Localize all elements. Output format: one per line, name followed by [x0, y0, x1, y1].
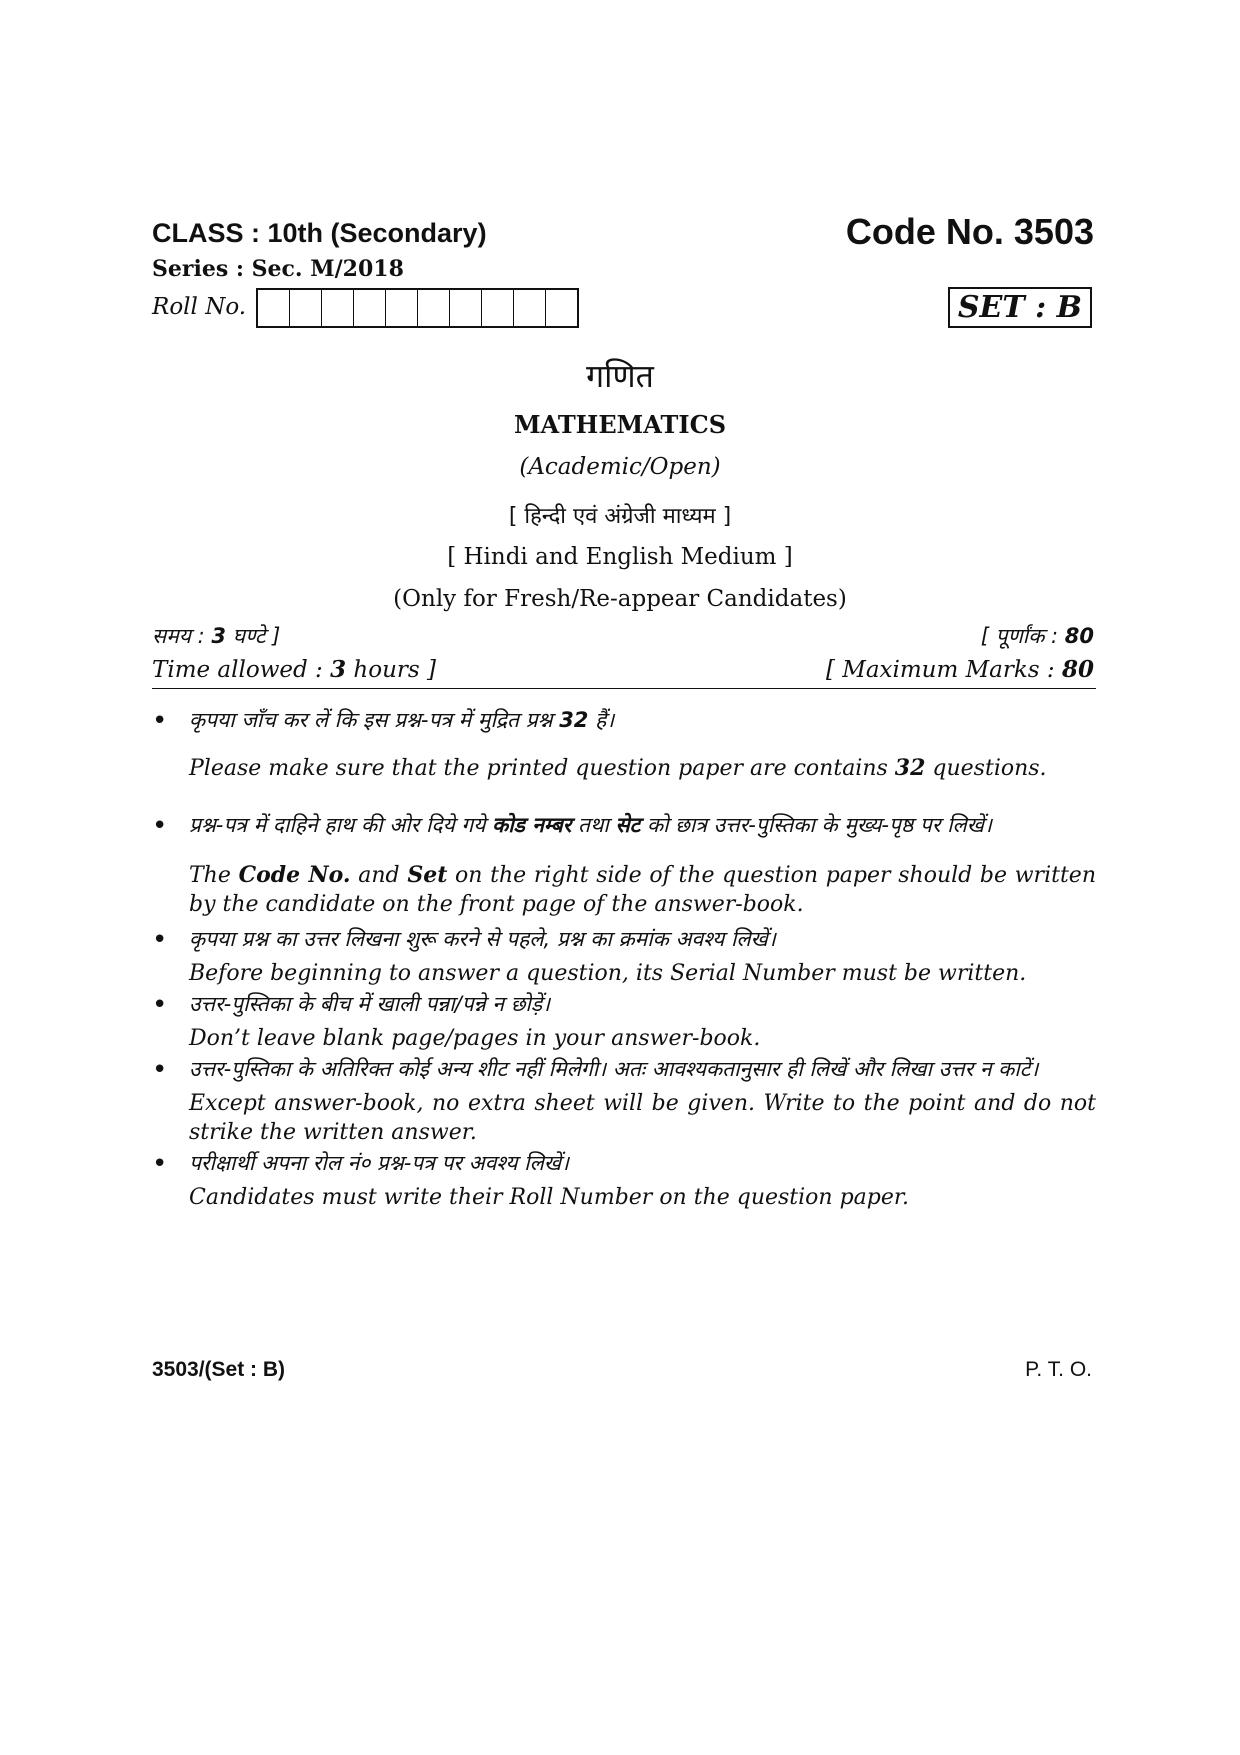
candidates-note: (Only for Fresh/Re-appear Candidates)	[393, 586, 847, 612]
instruction-hindi: परीक्षार्थी अपना रोल नं० प्रश्न-पत्र पर अवश्य लिखें।	[189, 1151, 569, 1175]
instruction-item-6	[152, 1149, 1096, 1212]
roll-number-digit-box[interactable]	[290, 290, 322, 326]
bullet-icon: •	[152, 1149, 168, 1179]
instruction-hindi: प्रश्न-पत्र में दाहिने हाथ की ओर दिये गये कोड नम्बर तथा सेट को छात्र उत्तर-पुस्तिका के मुख्य-पृष्ठ पर लिखें।	[189, 813, 992, 837]
set-badge: SET : B	[948, 287, 1092, 328]
instruction-english: Before beginning to answer a question, its Serial Number must be written.	[189, 961, 1027, 986]
header-divider	[152, 688, 1096, 689]
instruction-item-4	[152, 990, 1096, 1053]
max-marks-hindi: [ पूर्णांक : 80	[980, 624, 1094, 648]
instruction-english: Except answer-book, no extra sheet will be given. Write to the point and do not strike the written answer.	[189, 1091, 1096, 1145]
time-allowed-hindi: समय : 3 घण्टे ]	[152, 624, 281, 648]
subject-title-english: MATHEMATICS	[513, 410, 727, 439]
instruction-english: The Code No. and Set on the right side of the question paper should be written by the candidate on the front page of the answer-book.	[189, 862, 1096, 917]
bullet-icon: •	[152, 811, 168, 841]
roll-number-digit-box[interactable]	[418, 290, 450, 326]
roll-number-digit-box[interactable]	[322, 290, 354, 326]
roll-number-digit-box[interactable]	[546, 290, 577, 326]
subject-title-hindi: गणित	[586, 357, 654, 395]
instruction-english: Candidates must write their Roll Number on the question paper.	[189, 1185, 909, 1210]
footer-pto: P. T. O.	[1025, 1358, 1092, 1381]
roll-number-digit-box[interactable]	[514, 290, 546, 326]
instruction-hindi: कृपया जाँच कर लें कि इस प्रश्न-पत्र में मुद्रित प्रश्न 32 हैं।	[189, 708, 615, 732]
instruction-item-1	[152, 706, 1096, 783]
medium-label-hindi: [ हिन्दी एवं अंग्रेजी माध्यम ]	[508, 504, 732, 529]
roll-number-digit-box[interactable]	[386, 290, 418, 326]
instruction-hindi: उत्तर-पुस्तिका के अतिरिक्त कोई अन्य शीट नहीं मिलेगी। अतः आवश्यकतानुसार ही लिखें और लिखा उत्तर न काटें।	[189, 1057, 1039, 1081]
roll-number-digit-box[interactable]	[482, 290, 514, 326]
instruction-hindi: उत्तर-पुस्तिका के बीच में खाली पन्ना/पन्ने न छोड़ें।	[189, 992, 551, 1016]
roll-number-digit-box[interactable]	[450, 290, 482, 326]
medium-label-english: [ Hindi and English Medium ]	[447, 544, 793, 570]
instruction-item-2	[152, 811, 1096, 919]
code-number: Code No. 3503	[845, 211, 1094, 252]
bullet-icon: •	[152, 990, 168, 1020]
stream-label: (Academic/Open)	[519, 454, 721, 480]
roll-number-digit-box[interactable]	[354, 290, 386, 326]
instruction-english: Please make sure that the printed question paper are contains 32 questions.	[189, 755, 1047, 781]
instruction-item-5	[152, 1055, 1096, 1147]
roll-number-digit-box[interactable]	[258, 290, 290, 326]
instruction-english: Don’t leave blank page/pages in your answer-book.	[189, 1026, 761, 1051]
instruction-item-3	[152, 925, 1096, 988]
series-label: Series : Sec. M/2018	[152, 256, 404, 282]
instruction-hindi: कृपया प्रश्न का उत्तर लिखना शुरू करने से पहले, प्रश्न का क्रमांक अवश्य लिखें।	[189, 927, 776, 951]
time-allowed-english: Time allowed : 3 hours ]	[152, 656, 436, 683]
roll-number-label: Roll No.	[152, 294, 247, 320]
bullet-icon: •	[152, 706, 168, 736]
bullet-icon: •	[152, 925, 168, 955]
class-label: CLASS : 10th (Secondary)	[152, 218, 487, 248]
max-marks-english: [ Maximum Marks : 80	[825, 656, 1094, 683]
roll-number-boxes[interactable]	[256, 288, 579, 328]
footer-paper-code: 3503/(Set : B)	[152, 1358, 286, 1381]
bullet-icon: •	[152, 1055, 168, 1085]
instructions-list	[152, 706, 1096, 1212]
